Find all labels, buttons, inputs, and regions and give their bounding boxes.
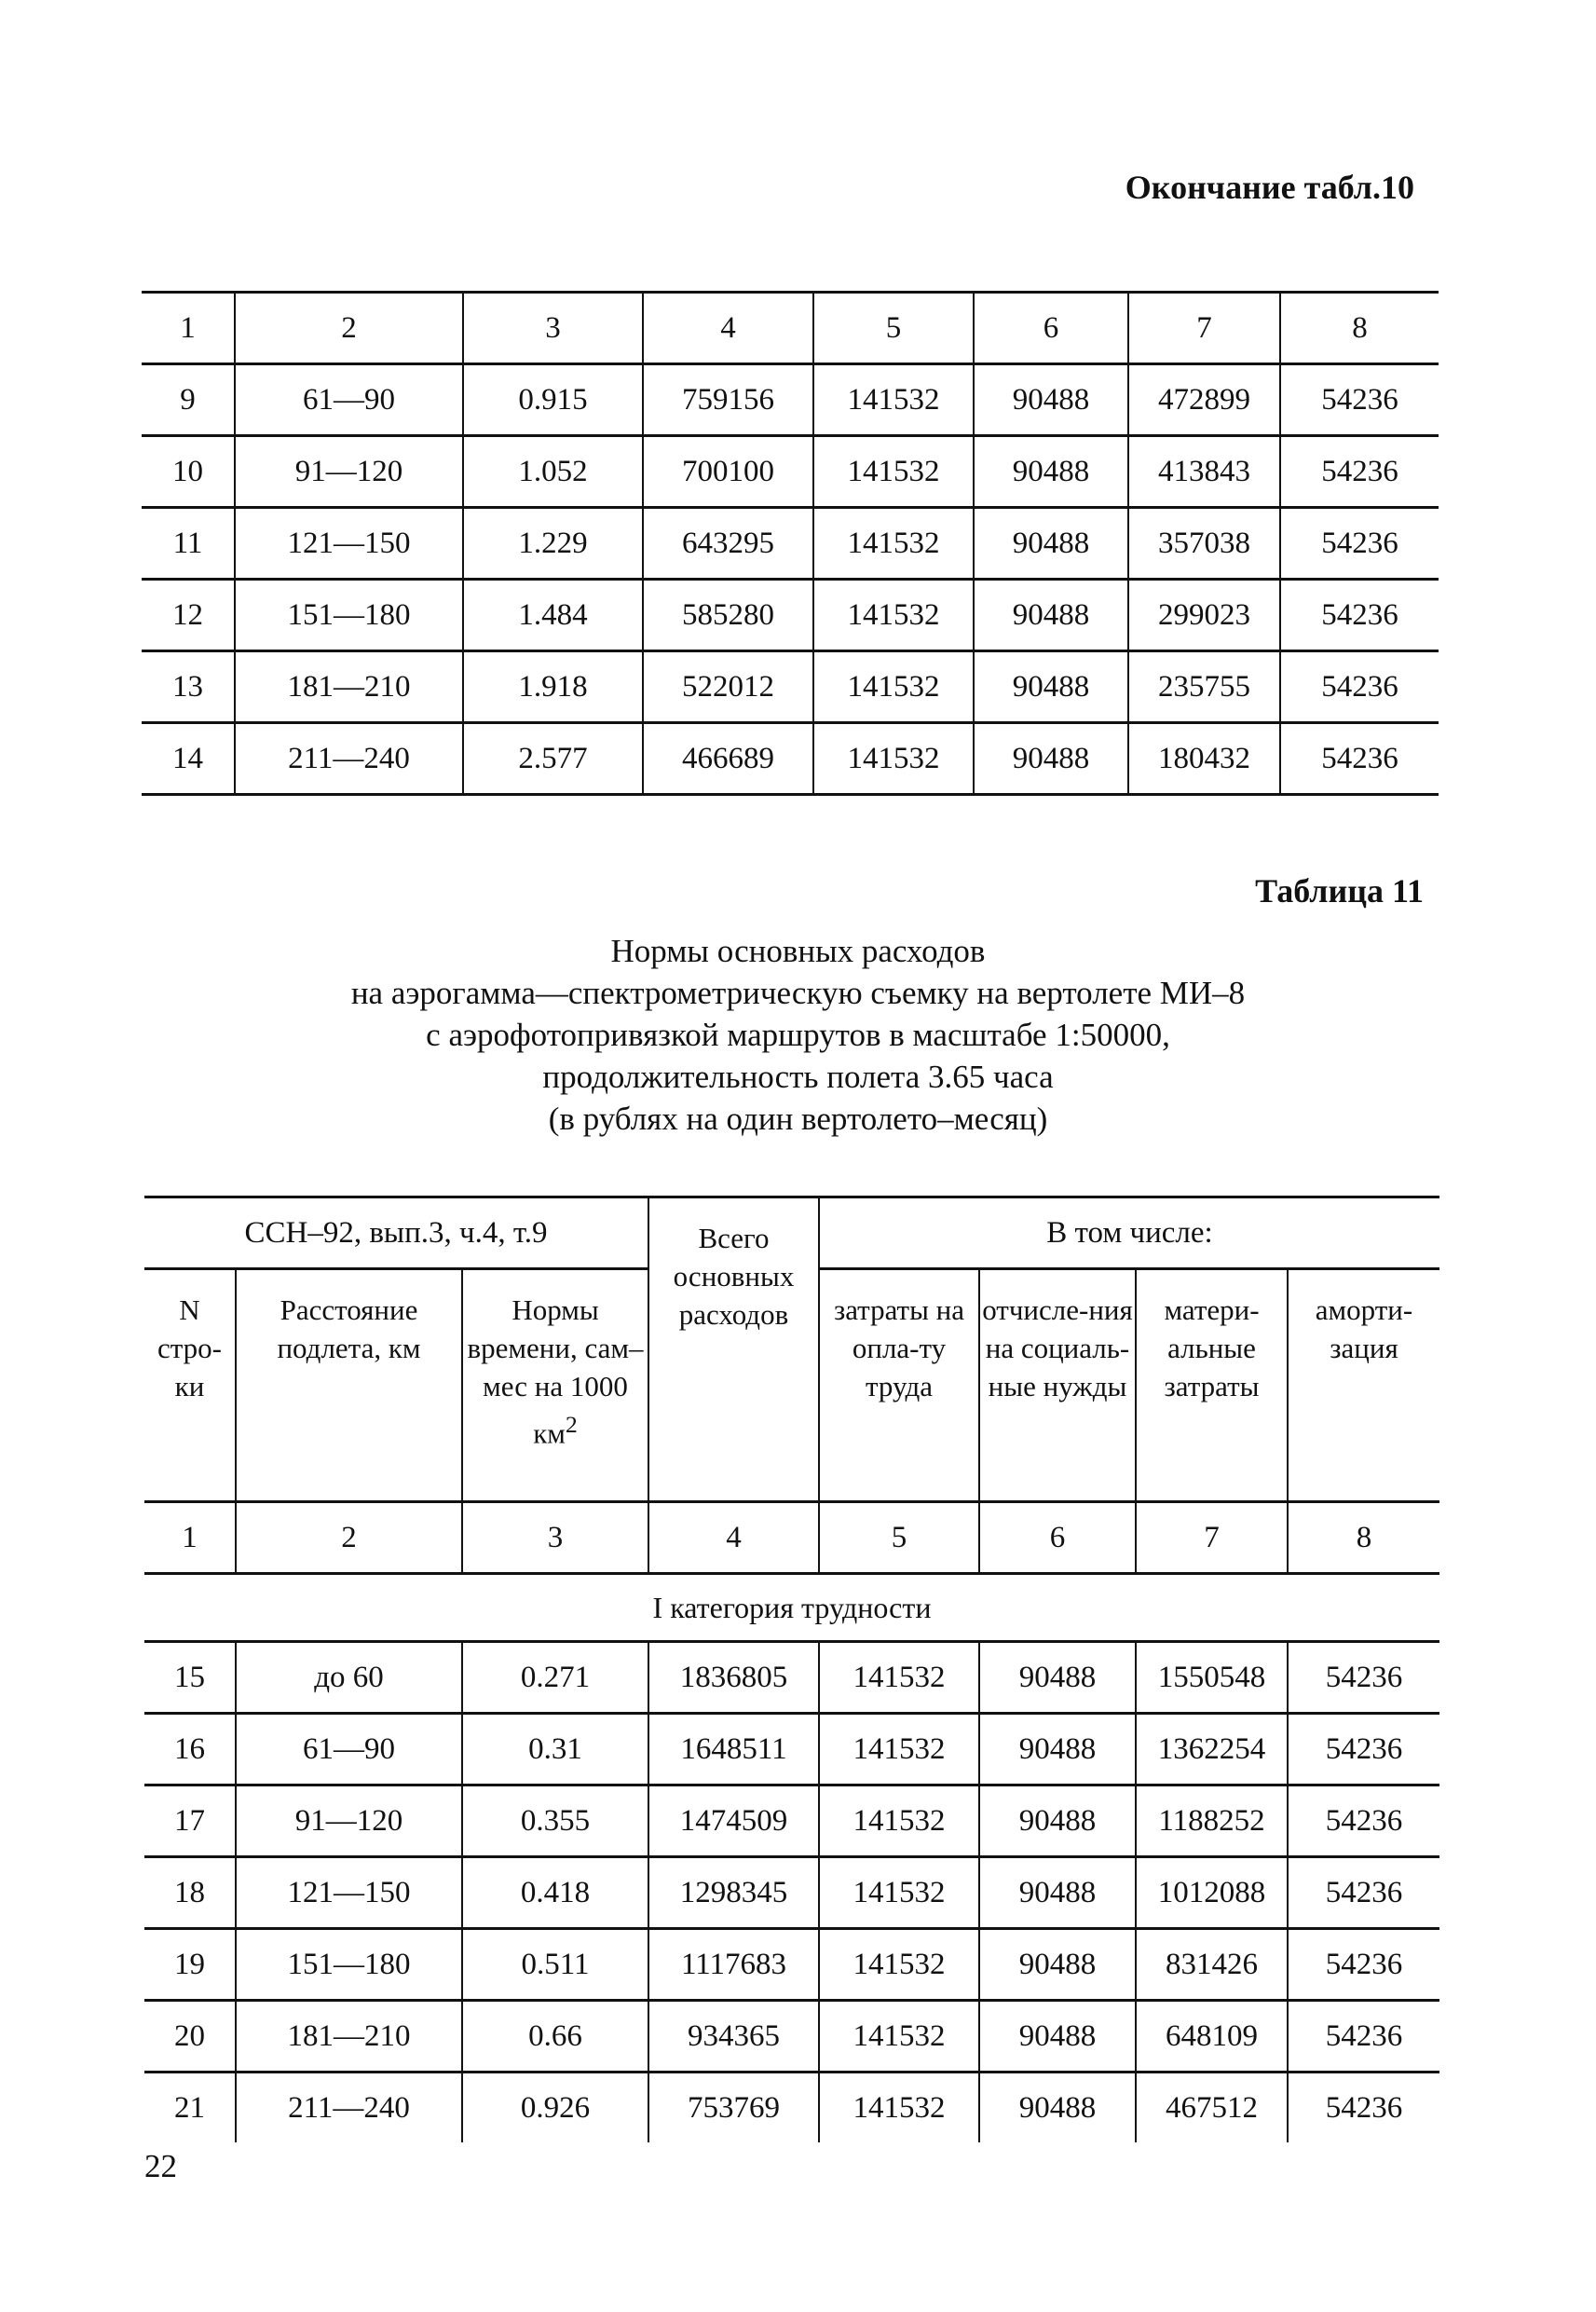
table-cell: 19 (144, 1929, 236, 2001)
table-cell: 16 (144, 1714, 236, 1785)
table-cell: 299023 (1128, 580, 1280, 651)
table-cell: 1836805 (648, 1642, 819, 1714)
table-row (142, 436, 1439, 508)
table-cell: 17 (144, 1785, 236, 1857)
header-row-1 (144, 1197, 1439, 1269)
table-cell: 141532 (813, 436, 974, 508)
table-cell: 18 (144, 1857, 236, 1929)
table-cell: 4 (643, 293, 813, 364)
table-cell: 90488 (979, 1857, 1136, 1929)
table-cell: 141532 (819, 1642, 979, 1714)
table-cell: 61—90 (236, 1714, 462, 1785)
table-cell: 1474509 (648, 1785, 819, 1857)
table-cell: 1648511 (648, 1714, 819, 1785)
table-row (142, 580, 1439, 651)
table-cell: 1298345 (648, 1857, 819, 1929)
table-cell: 522012 (643, 651, 813, 723)
caption-line: с аэрофотопривязкой маршрутов в масштабе 1:50000, (426, 1017, 1170, 1053)
table-cell: 141532 (813, 723, 974, 795)
table-cell: 54236 (1288, 1642, 1439, 1714)
table-cell: 21 (174, 2090, 205, 2125)
category-row (144, 1574, 1439, 1642)
table-cell: 10 (142, 436, 235, 508)
table-cell: 4 (648, 1502, 819, 1574)
table-cell: 54236 (1288, 2001, 1439, 2073)
table-cell: 13 (142, 651, 235, 723)
table-cell: 6 (979, 1502, 1136, 1574)
category-label: I категория трудности (144, 1574, 1439, 1642)
table-cell: 3 (462, 1502, 648, 1574)
table-cell: 0.926 (462, 2073, 648, 2143)
table-cell: 54236 (1280, 364, 1439, 436)
table-cell: 141532 (819, 1785, 979, 1857)
table-cell: 1188252 (1136, 1785, 1288, 1857)
table-cell: 2.577 (463, 723, 643, 795)
table-cell: 211—240 (236, 2073, 462, 2143)
table-row (142, 508, 1439, 580)
table-cell: 141532 (819, 1929, 979, 2001)
table-cell: 141532 (819, 1857, 979, 1929)
table-cell: 54236 (1288, 2073, 1439, 2143)
header-material: матери-альные затраты (1136, 1269, 1288, 1502)
table-cell: 12 (142, 580, 235, 651)
table-cell: 1.229 (463, 508, 643, 580)
table-cell: 54236 (1288, 1929, 1439, 2001)
column-numbers-row (144, 1502, 1439, 1574)
header-labor: затраты на опла-ту труда (819, 1269, 979, 1502)
table-cell: 54236 (1280, 436, 1439, 508)
table-cell: 54236 (1280, 580, 1439, 651)
table-cell: 1.052 (463, 436, 643, 508)
table-cell: 90488 (974, 364, 1128, 436)
table-cell: 54236 (1280, 651, 1439, 723)
table-header-row (142, 293, 1439, 364)
table-cell: 90488 (979, 1642, 1136, 1714)
table-cell: 1117683 (648, 1929, 819, 2001)
header-norms (462, 1269, 648, 1502)
table-row (144, 1857, 1439, 1929)
table-cell: 90488 (974, 651, 1128, 723)
table-row (144, 1929, 1439, 2001)
table-cell: 7 (1128, 293, 1280, 364)
table-cell: 6 (974, 293, 1128, 364)
table-cell: 54236 (1288, 1785, 1439, 1857)
header-n: N стро-ки (144, 1269, 236, 1502)
table-cell: 3 (463, 293, 643, 364)
table-cell: 90488 (979, 2001, 1136, 2073)
header-social: отчисле-ния на социаль-ные нужды (979, 1269, 1136, 1502)
header-ssn-group: ССН–92, вып.3, ч.4, т.9 (144, 1197, 648, 1269)
header-norms-text: Нормы времени, сам–мес на 1000 км (467, 1293, 644, 1450)
table-cell: 14 (142, 723, 235, 795)
table-cell: 472899 (1128, 364, 1280, 436)
caption-line: продолжительность полета 3.65 часа (542, 1059, 1054, 1095)
table-cell: 151—180 (235, 580, 463, 651)
header-incl-group: В том числе: (819, 1197, 1439, 1269)
table-cell: 90488 (974, 580, 1128, 651)
table-cell: 643295 (643, 508, 813, 580)
header-total: Всего основных расходов (648, 1197, 819, 1502)
table-cell: 141532 (819, 2073, 979, 2143)
table-cell: 5 (819, 1502, 979, 1574)
table-cell: 700100 (643, 436, 813, 508)
table-cell: 0.31 (462, 1714, 648, 1785)
table-cell: 61—90 (235, 364, 463, 436)
table-cell: 753769 (648, 2073, 819, 2143)
table-cell: 181—210 (236, 2001, 462, 2073)
table-cell: 1012088 (1136, 1857, 1288, 1929)
table-cell: 1 (142, 293, 235, 364)
caption-line: (в рублях на один вертолето–месяц) (548, 1101, 1048, 1137)
table-cell: 54236 (1288, 1714, 1439, 1785)
table-cell: 934365 (648, 2001, 819, 2073)
table-cell: 2 (236, 1502, 462, 1574)
table-cell: 90488 (979, 2073, 1136, 2143)
table-cell: 90488 (974, 723, 1128, 795)
table-cell: 413843 (1128, 436, 1280, 508)
table-cell: 141532 (819, 1714, 979, 1785)
table-cell: 0.915 (463, 364, 643, 436)
table-cell: 357038 (1128, 508, 1280, 580)
table-cell: 141532 (813, 508, 974, 580)
table-cell: 90488 (979, 1714, 1136, 1785)
table-cell: 0.355 (462, 1785, 648, 1857)
table-cell: 90488 (979, 1785, 1136, 1857)
table-cell: 54236 (1288, 1857, 1439, 1929)
header-norms-sup: 2 (565, 1411, 578, 1438)
table-cell: 1550548 (1136, 1642, 1288, 1714)
caption-line: Нормы основных расходов (610, 933, 986, 969)
table-cell: 121—150 (235, 508, 463, 580)
table-cell: 54236 (1280, 508, 1439, 580)
caption-line: на аэрогамма—спектрометрическую съемку на вертолете МИ–8 (350, 975, 1246, 1011)
table-cell: 1.918 (463, 651, 643, 723)
table-cell: 211—240 (235, 723, 463, 795)
table-row (142, 364, 1439, 436)
table-11 (144, 1196, 1439, 2142)
table-cell: 8 (1288, 1502, 1439, 1574)
table-cell: 1 (144, 1502, 236, 1574)
table-cell: 91—120 (235, 436, 463, 508)
table-cell: 141532 (813, 364, 974, 436)
header-amort: аморти-зация (1288, 1269, 1439, 1502)
table-cell: 235755 (1128, 651, 1280, 723)
table-10-end (142, 291, 1439, 796)
table-cell: 15 (144, 1642, 236, 1714)
table-cell: 759156 (643, 364, 813, 436)
table-cell: 121—150 (236, 1857, 462, 1929)
table-cell: 141532 (819, 2001, 979, 2073)
table-11-label: Таблица 11 (1255, 872, 1424, 910)
table-row (144, 2001, 1439, 2073)
table-cell: 180432 (1128, 723, 1280, 795)
table-row (144, 1642, 1439, 1714)
table-cell: 467512 (1136, 2073, 1288, 2143)
table-row (142, 651, 1439, 723)
table-cell: 5 (813, 293, 974, 364)
table-cell: 8 (1280, 293, 1439, 364)
table-cell: до 60 (236, 1642, 462, 1714)
continuation-title: Окончание табл.10 (1125, 169, 1414, 206)
table-row (142, 723, 1439, 795)
table-cell: 54236 (1280, 723, 1439, 795)
table-cell: 1.484 (463, 580, 643, 651)
table-cell: 0.271 (462, 1642, 648, 1714)
table-cell: 141532 (813, 580, 974, 651)
table-cell: 2 (235, 293, 463, 364)
table-cell: 0.418 (462, 1857, 648, 1929)
table-cell: 20 (144, 2001, 236, 2073)
table-cell: 141532 (813, 651, 974, 723)
table-cell: 11 (142, 508, 235, 580)
table-cell: 466689 (643, 723, 813, 795)
table-cell: 90488 (974, 436, 1128, 508)
table-cell: 1362254 (1136, 1714, 1288, 1785)
table-cell: 831426 (1136, 1929, 1288, 2001)
table-cell: 7 (1136, 1502, 1288, 1574)
table-row (144, 2073, 1439, 2143)
table-row (144, 1714, 1439, 1785)
table-cell: 0.66 (462, 2001, 648, 2073)
table-11-caption (0, 930, 1596, 1140)
table-cell: 9 (142, 364, 235, 436)
table-cell: 90488 (979, 1929, 1136, 2001)
table-cell: 181—210 (235, 651, 463, 723)
header-distance: Расстояние подлета, км (236, 1269, 462, 1502)
table-cell: 90488 (974, 508, 1128, 580)
table-row (144, 1785, 1439, 1857)
table-cell: 648109 (1136, 2001, 1288, 2073)
table-cell: 585280 (643, 580, 813, 651)
table-cell: 0.511 (462, 1929, 648, 2001)
page-number: 22 (144, 2148, 177, 2184)
table-cell: 151—180 (236, 1929, 462, 2001)
table-cell: 91—120 (236, 1785, 462, 1857)
